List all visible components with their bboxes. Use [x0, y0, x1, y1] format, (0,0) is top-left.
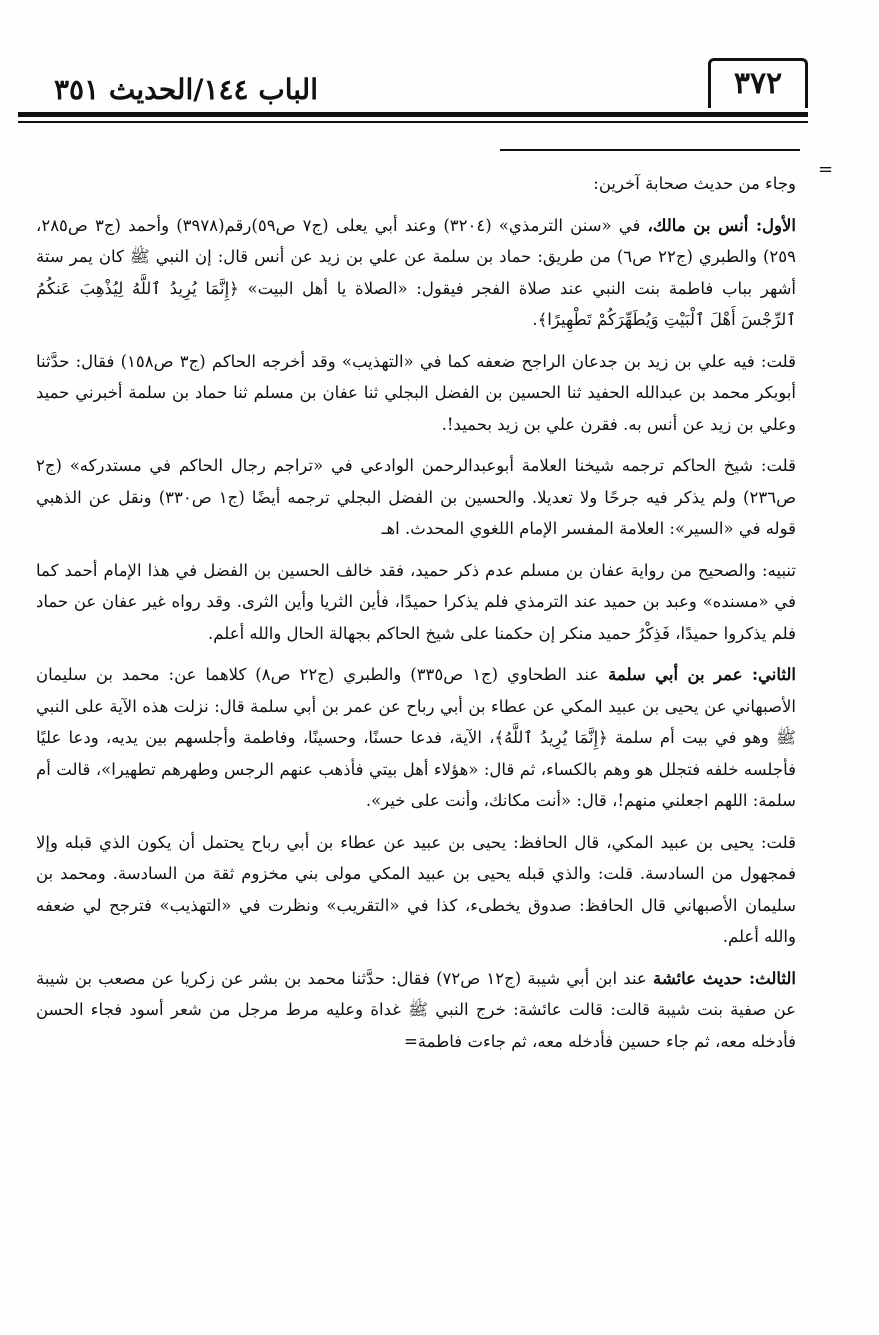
paragraph-comment-2 [36, 450, 796, 545]
page-number: ٣٧٢ [708, 58, 808, 108]
page-body [36, 168, 796, 1067]
paragraph-text: وجاء من حديث صحابة آخرين: [593, 174, 796, 193]
paragraph-text: قلت: يحيى بن عبيد المكي، قال الحافظ: يحيى بن عبيد عن عطاء بن أبي رباح يحتمل أن يكون الذي قبله وإلا فمجهول من السادسة. قلت: والذي قبله يحيى بن عبيد المكي مولى بني مخزوم ثقة من السادسة. ومحمد بن سليمان الأصبهاني قال الحافظ: صدوق يخطىء، كذا في «التقريب» ونظرت في «التهذيب» فترجح لي ضعفه والله أعلم. [36, 832, 796, 946]
paragraph-intro [36, 168, 796, 200]
paragraph-text: تنبيه: والصحيح من رواية عفان بن مسلم عدم ذكر حميد، فقد خالف الحسين بن الفضل في هذا الإمام أحمد كما في «مسنده» وعبد بن حميد عند الترمذي فلم يذكرا حميدًا، فأين الثريا وأين الثرى. وقد رواه غير عفان عن حماد فلم يذكروا حميدًا، فَذِكْرُ حميد منكر إن حكمنا على شيخ الحاكم بجهالة الحال والله أعلم. [36, 560, 796, 643]
paragraph-second-narration [36, 659, 796, 817]
header-rule-thick [18, 112, 808, 117]
paragraph-text: عند الطحاوي (ج١ ص٣٣٥) والطبري (ج٢٢ ص٨) كلاهما عن: محمد بن سليمان الأصبهاني عن يحيى بن عبيد المكي عن عطاء بن أبي رباح عن عمر بن أبي سلمة قال: نزلت هذه الآية على النبي ﷺ وهو في بيت أم سلمة ﴿إِنَّمَا يُرِيدُ ٱللَّهُ﴾، الآية، فدعا حسنًا، وحسينًا، وفاطمة وأجلسهم بين يديه، ودعا عليًا فأجلسه خلفه فتجلل هو وهم بالكساء، ثم قال: «هؤلاء أهل بيتي فأذهب عنهم الرجس وطهرهم تطهيرا»، قالت أم سلمة: اللهم اجعلني منهم!، قال: «أنت مكانك، وأنت على خير». [36, 665, 796, 810]
paragraph-first-narration [36, 210, 796, 336]
paragraph-lead: الثالث: حديث عائشة [652, 968, 796, 988]
paragraph-lead: الثاني: عمر بن أبي سلمة [608, 665, 797, 684]
paragraph-text: قلت: فيه علي بن زيد بن جدعان الراجح ضعفه كما في «التهذيب» وقد أخرجه الحاكم (ج٣ ص١٥٨) فقال: حدَّثنا أبوبكر محمد بن عبدالله الحفيد ثنا الحسين بن الفضل البجلي ثنا عفان بن مسلم ثنا حماد بن سلمة أخبرني حميد وعلي بن زيد عن أنس به. فقرن علي بن زيد بحميد!. [36, 351, 796, 434]
running-header-title: الباب ١٤٤/الحديث ٣٥١ [54, 73, 318, 106]
paragraph-lead: الأول: أنس بن مالك، [647, 215, 796, 235]
paragraph-third-narration [36, 963, 796, 1058]
paragraph-text: عند ابن أبي شيبة (ج١٢ ص٧٢) فقال: حدَّثنا محمد بن بشر عن زكريا عن مصعب بن شيبة عن صفية بنت شيبة قالت: قالت عائشة: خرج النبي ﷺ غداة وعليه مرط مرجل من شعر أسود فجاء الحسن فأدخله معه، ثم جاء حسين فأدخله معه، ثم جاءت فاطمة= [36, 968, 797, 1051]
header-rule-thin [18, 121, 808, 123]
paragraph-comment-1 [36, 346, 796, 441]
paragraph-note [36, 555, 796, 650]
paragraph-comment-3 [36, 827, 796, 953]
paragraph-text: قلت: شيخ الحاكم ترجمه شيخنا العلامة أبوعبدالرحمن الوادعي في «تراجم رجال الحاكم في مستدركه» (ج٢ ص٢٣٦) ولم يذكر فيه جرحًا ولا تعديلا. والحسين بن الفضل البجلي ترجمه أيضًا (ج١ ص٣٣٠) ونقل عن الذهبي قوله في «السير»: العلامة المفسر الإمام اللغوي المحدث. اهـ [36, 456, 797, 538]
continuation-mark: = [818, 159, 834, 180]
footnote-rule [500, 149, 800, 151]
paragraph-text: في «سنن الترمذي» (٣٢٠٤) وعند أبي يعلى (ج٧ ص٥٩)رقم(٣٩٧٨) وأحمد (ج٣ ص٢٨٥، ٢٥٩) والطبري (ج٢٢ ص٦) من طريق: حماد بن سلمة عن علي بن زيد عن أنس قال: إن النبي ﷺ كان يمر ستة أشهر بباب فاطمة بنت النبي عند صلاة الفجر فيقول: «الصلاة يا أهل البيت» ﴿إِنَّمَا يُرِيدُ ٱللَّهُ لِيُذْهِبَ عَنكُمُ ٱلرِّجْسَ أَهْلَ ٱلْبَيْتِ وَيُطَهِّرَكُمْ تَطْهِيرًا﴾. [36, 215, 796, 329]
